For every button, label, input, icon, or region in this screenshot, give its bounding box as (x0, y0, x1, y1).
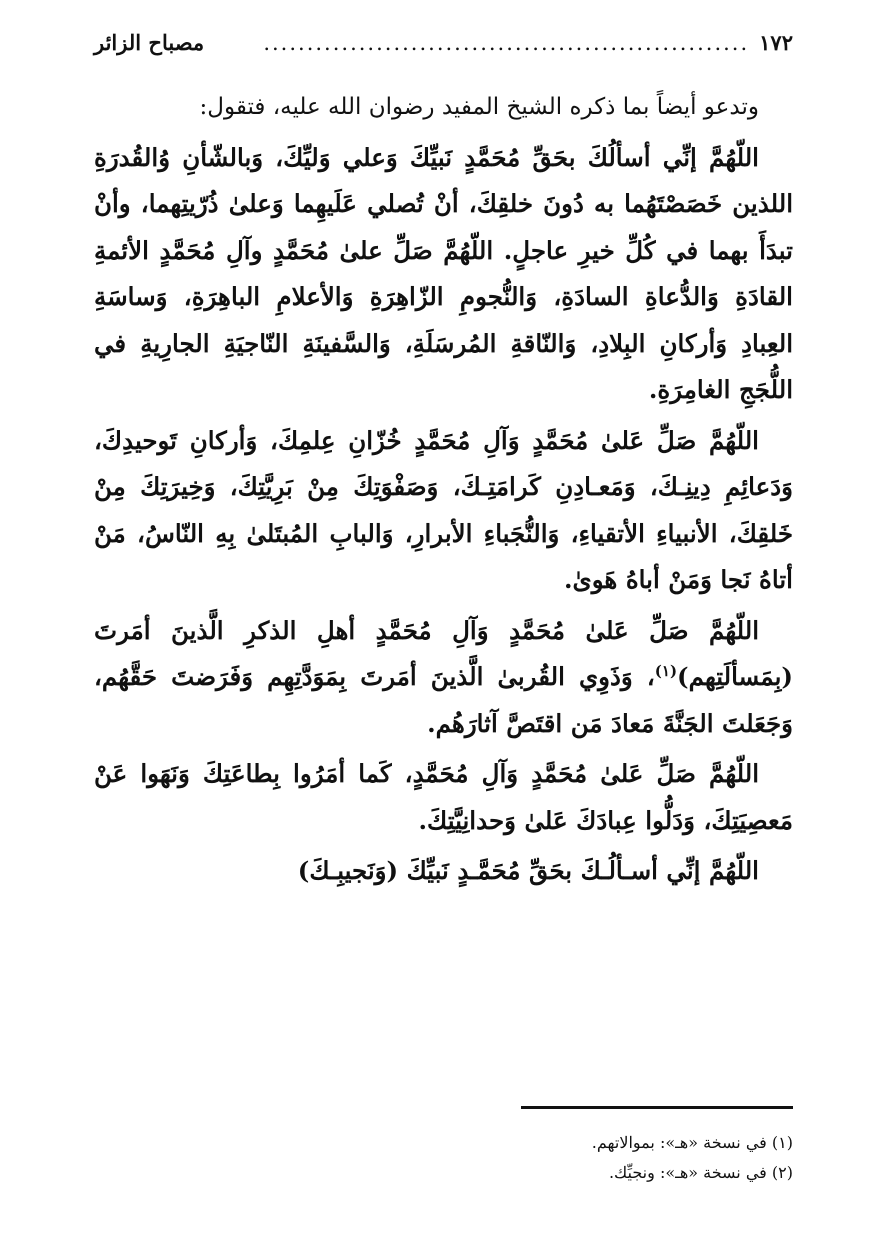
paragraph-text-continued: ، وَذَوِي القُربىٰ الَّذينَ أمَرتَ بِمَوَدَّتِهِم وَفَرَضتَ حَقَّهُم، وَجَعَلتَ الجَنَّةَ مَعادَ مَن اقتَصَّ آثارَهُم. (94, 662, 793, 738)
prayer-paragraph (94, 135, 793, 414)
prayer-paragraph (94, 608, 793, 748)
prayer-paragraph (94, 418, 793, 604)
paragraph-text: اللّهُمَّ إنِّي أسألُكَ بحَقِّ مُحَمَّدٍ نَبيِّكَ وَعلي وَليِّكَ، وَبالشّأنِ وُالقُدرَةِ اللذين خَصَصْتَهُما به دُونَ خلقِكَ، أنْ تُصلي عَلَيهِما وَعلىٰ ذُرّيتِهما، وأنْ تبدَأَ بهما في كُلِّ خيرِ عاجلٍ. اللّهُمَّ صَلِّ علىٰ مُحَمَّدٍ وآلِ مُحَمَّدٍ الأئمةِ القادَةِ وَالدُّعاةِ السادَةِ، وَالنُّجومِ الزّاهِرَةِ وَالأعلامِ الباهِرَةِ، وَساسَةِ العِبادِ وَأركانِ البِلادِ، وَالنّاقةِ المُرسَلَةِ، وَالسَّفينَةِ النّاجيَةِ الجارِيةِ في اللُّجَجِ الغامِرَةِ. (94, 142, 793, 404)
paragraph-text: وتدعو أيضاً بما ذكره الشيخ المفيد رضوان الله عليه، فتقول: (199, 94, 759, 120)
footnote-1: (١) في نسخة «هـ»: بموالاتهم. (591, 1133, 793, 1152)
paragraph-text: اللّهُمَّ صَلِّ عَلىٰ مُحَمَّدٍ وَآلِ مُحَمَّدٍ أهلِ الذكرِ الَّذينَ أمَرتَ (بِمَسألَتِهم) (94, 615, 793, 691)
paragraph-text: اللّهُمَّ إنِّي أسـألُـكَ بحَقِّ مُحَمَّـدٍ نَبيِّكَ (وَنَجيبِـكَ) (297, 856, 759, 885)
main-text (94, 84, 793, 895)
paragraph-text: اللّهُمَّ صَلِّ عَلىٰ مُحَمَّدٍ وَآلِ مُحَمَّدٍ، كَما أمَرُوا بِطاعَتِكَ وَنَهَوا عَنْ مَعصِيَتِكَ، وَدَلُّوا عِبادَكَ عَلىٰ وَحدانِيَّتِكَ. (94, 759, 793, 835)
book-title: مصباح الزائر (94, 30, 205, 55)
footnotes (94, 1128, 793, 1188)
prayer-paragraph (94, 848, 793, 895)
footnote-separator (521, 1106, 793, 1109)
footnote-reference: (١) (654, 661, 678, 680)
paragraph-text: اللّهُمَّ صَلِّ عَلىٰ مُحَمَّدٍ وَآلِ مُحَمَّدٍ خُزّانِ عِلمِكَ، وَأركانِ تَوحيدِكَ، وَدَعائِمِ دِينِـكَ، وَمَعـادِنِ كَرامَتِـكَ، وَصَفْوَتِكَ مِنْ بَرِيَّتِكَ، وَخِيرَتِكَ مِنْ خَلقِكَ، الأنبياءِ الأتقياءِ، وَالنُّجَباءِ الأبرارِ، وَالبابِ المُبتَلىٰ بِهِ النّاسُ، مَنْ أتاهُ نَجا وَمَنْ أباهُ هَوىٰ. (94, 425, 793, 594)
intro-paragraph (94, 84, 793, 131)
footnote-2: (٢) في نسخة «هـ»: ونجيِّك. (608, 1163, 793, 1182)
header-leader-dots: ........................................................ (263, 31, 750, 55)
prayer-paragraph (94, 751, 793, 844)
page-number: ١٧٢ (759, 30, 793, 55)
running-header (94, 30, 793, 64)
